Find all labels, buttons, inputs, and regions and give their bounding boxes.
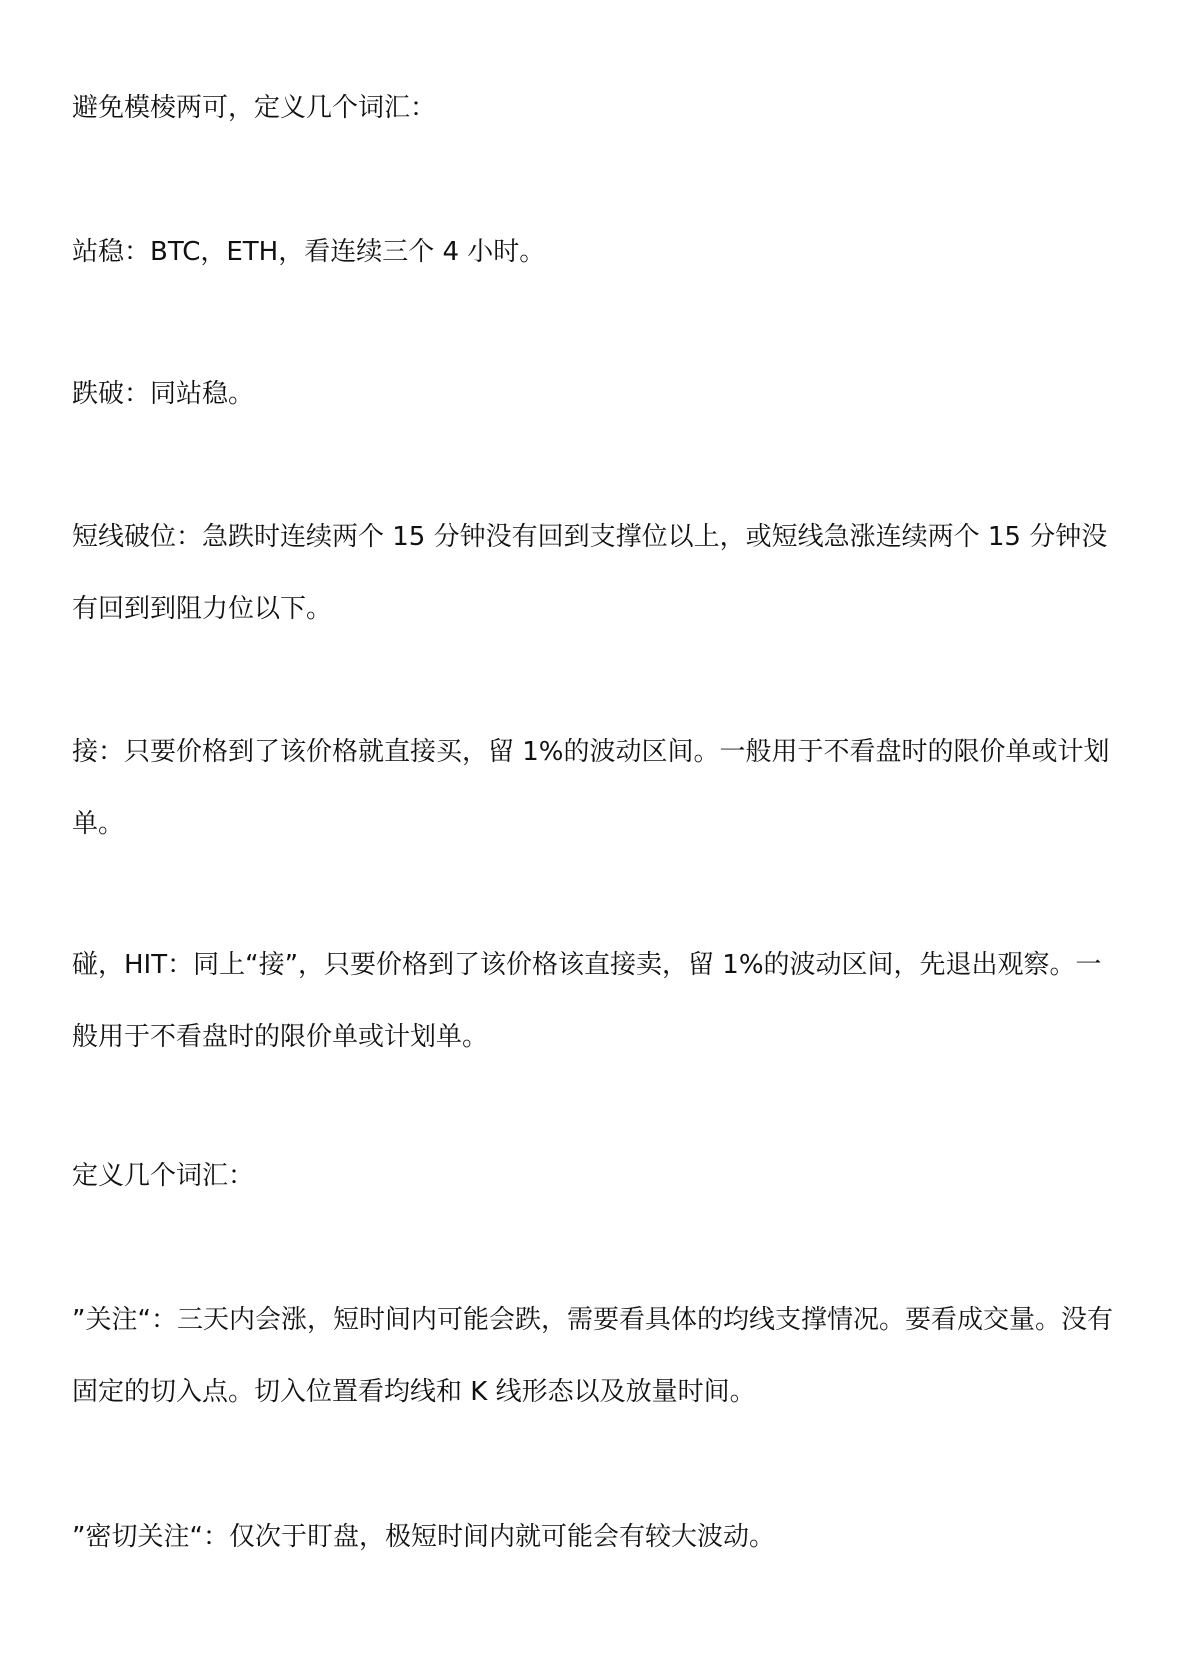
second-definition-heading: 定义几个词汇： [72,1161,255,1191]
definition-break-below: 跌破：同站稳。 [72,379,255,409]
definition-stand-firm: 站稳：BTC，ETH，看连续三个 4 小时。 [72,237,546,267]
definition-short-term-breakdown: 短线破位：急跌时连续两个 15 分钟没有回到支撑位以上，或短线急涨连续两个 15 分钟没有回到到阻力位以下。 [72,522,1108,624]
definition-hit: 碰，HIT：同上“接”，只要价格到了该价格该直接卖，留 1%的波动区间，先退出观察。一般用于不看盘时的限价单或计划单。 [72,950,1102,1052]
definition-close-watch: ”密切关注“：仅次于盯盘，极短时间内就可能会有较大波动。 [72,1522,775,1552]
intro-definition-heading: 避免模棱两可，定义几个词汇： [72,93,437,123]
definition-buy-in: 接：只要价格到了该价格就直接买，留 1%的波动区间。一般用于不看盘时的限价单或计划单。 [72,737,1110,839]
definition-watch: ”关注“：三天内会涨，短时间内可能会跌，需要看具体的均线支撑情况。要看成交量。没有固定的切入点。切入位置看均线和 K 线形态以及放量时间。 [72,1305,1113,1407]
